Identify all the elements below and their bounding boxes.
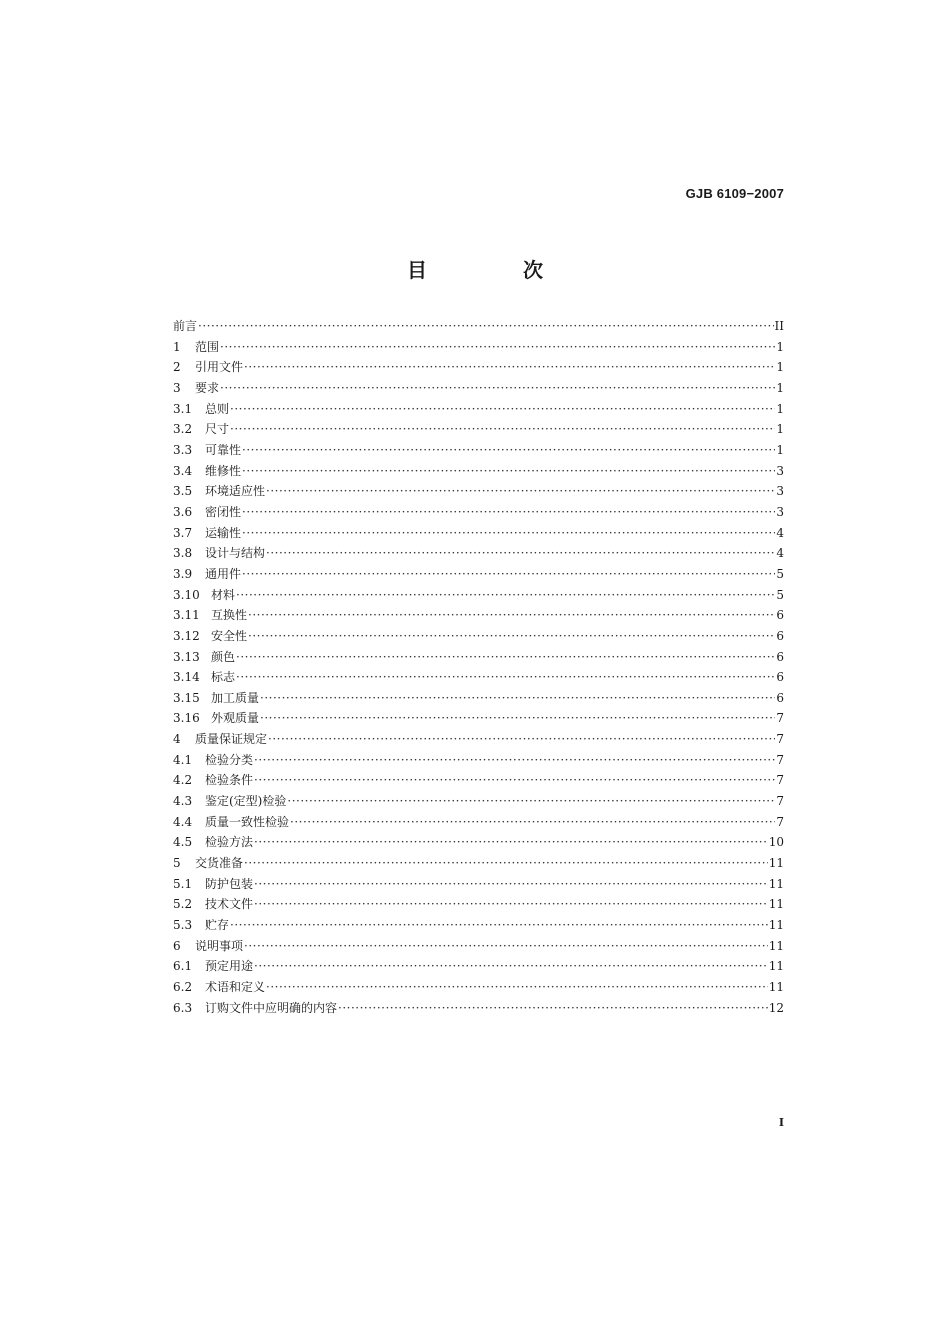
- toc-entry-title: 通用件: [205, 566, 242, 581]
- toc-dot-leader: [242, 523, 775, 544]
- toc-entry-number: 3: [173, 380, 181, 395]
- toc-dot-leader: [244, 357, 775, 378]
- toc-entry-title: 环境适应性: [205, 484, 266, 499]
- toc-entry-number: 3.13: [173, 649, 200, 664]
- toc-dot-leader: [230, 419, 775, 440]
- toc-entry-number: 6.1: [173, 959, 193, 974]
- toc-entry[interactable]: [173, 977, 784, 998]
- toc-entry-page: 6: [776, 670, 784, 685]
- toc-entry-title: 总则: [205, 401, 230, 416]
- toc-entry-title: 密闭性: [205, 504, 242, 519]
- toc-entry-page: 6: [776, 628, 784, 643]
- toc-entry-title: 前言: [173, 319, 198, 333]
- toc-entry-number: 3.15: [173, 690, 200, 705]
- toc-entry[interactable]: [173, 770, 784, 791]
- toc-entry-page: 11: [768, 897, 784, 912]
- toc-dot-leader: [260, 688, 775, 709]
- toc-entry[interactable]: [173, 337, 784, 358]
- toc-entry[interactable]: [173, 936, 784, 957]
- toc-entry-number: 3.5: [173, 484, 193, 499]
- toc-entry-page: 7: [776, 794, 784, 809]
- toc-entry-page: 11: [768, 980, 784, 994]
- toc-entry-page: 3: [776, 504, 784, 519]
- toc-entry-page: 11: [768, 876, 784, 891]
- toc-entry-page: 11: [768, 856, 784, 871]
- toc-entry-number: 3.9: [173, 566, 193, 581]
- toc-entry-page: 1: [776, 442, 784, 457]
- toc-entry-page: 4: [776, 525, 784, 540]
- toc-entry-number: 3.7: [173, 525, 193, 540]
- toc-entry[interactable]: [173, 791, 784, 812]
- toc-entry[interactable]: [173, 647, 784, 668]
- toc-entry[interactable]: [173, 399, 784, 420]
- toc-entry-title: 技术文件: [205, 897, 254, 912]
- toc-entry-title: 订购文件中应明确的内容: [205, 1000, 338, 1015]
- toc-entry-number: 4.3: [173, 794, 193, 809]
- toc-dot-leader: [266, 481, 775, 502]
- toc-entry-title: 尺寸: [205, 422, 230, 437]
- toc-entry-title: 安全性: [211, 628, 248, 643]
- toc-entry-title: 术语和定义: [205, 980, 266, 994]
- toc-entry-page: 10: [768, 835, 784, 850]
- toc-entry-number: 3.4: [173, 463, 193, 478]
- toc-entry-page: 7: [776, 732, 784, 747]
- toc-entry-number: 3.1: [173, 401, 193, 416]
- toc-entry[interactable]: [173, 357, 784, 378]
- toc-entry-title: 质量一致性检验: [205, 814, 290, 829]
- table-of-contents: [173, 316, 784, 1018]
- toc-dot-leader: [266, 977, 768, 998]
- toc-entry[interactable]: [173, 998, 784, 1019]
- toc-entry-page: 7: [776, 814, 784, 829]
- toc-entry[interactable]: [173, 481, 784, 502]
- toc-entry-title: 颜色: [211, 649, 236, 664]
- toc-dot-leader: [242, 461, 775, 482]
- toc-entry-number: 6: [173, 938, 181, 953]
- toc-dot-leader: [266, 543, 775, 564]
- toc-entry-number: 4.5: [173, 835, 193, 850]
- toc-entry[interactable]: [173, 832, 784, 853]
- toc-entry-page: 1: [776, 422, 784, 437]
- toc-dot-leader: [236, 585, 775, 606]
- toc-entry-number: 4.4: [173, 814, 193, 829]
- toc-dot-leader: [242, 564, 775, 585]
- toc-dot-leader: [268, 729, 775, 750]
- toc-entry-number: 3.10: [173, 587, 200, 602]
- toc-dot-leader: [254, 750, 775, 771]
- toc-entry-page: 6: [776, 608, 784, 623]
- toc-entry-page: 11: [768, 938, 784, 953]
- toc-entry-page: 1: [776, 339, 784, 354]
- page-number: I: [778, 1116, 784, 1129]
- toc-entry-title: 贮存: [205, 918, 230, 933]
- toc-dot-leader: [248, 605, 775, 626]
- toc-entry[interactable]: [173, 605, 784, 626]
- toc-entry-number: 4.2: [173, 773, 193, 788]
- toc-entry[interactable]: [173, 543, 784, 564]
- toc-entry[interactable]: [173, 729, 784, 750]
- toc-entry-page: 5: [776, 566, 784, 581]
- toc-entry[interactable]: [173, 316, 784, 337]
- toc-entry-page: 12: [768, 1000, 784, 1015]
- toc-entry-page: 4: [776, 546, 784, 561]
- toc-dot-leader: [236, 647, 775, 668]
- toc-entry-page: 3: [776, 484, 784, 499]
- toc-entry-page: 1: [776, 380, 784, 395]
- toc-entry-page: 11: [768, 959, 784, 974]
- toc-dot-leader: [244, 853, 768, 874]
- toc-entry-number: 3.12: [173, 628, 200, 643]
- toc-entry-number: 3.16: [173, 711, 200, 726]
- toc-dot-leader: [230, 915, 768, 936]
- toc-entry[interactable]: [173, 956, 784, 977]
- toc-dot-leader: [254, 832, 768, 853]
- toc-entry[interactable]: [173, 812, 784, 833]
- toc-dot-leader: [254, 874, 768, 895]
- toc-entry-number: 3.11: [173, 608, 200, 623]
- toc-entry-title: 加工质量: [211, 690, 260, 705]
- toc-entry-page: 7: [776, 773, 784, 788]
- toc-entry-title: 鉴定(定型)检验: [205, 794, 287, 809]
- toc-dot-leader: [242, 502, 775, 523]
- toc-entry-title: 交货准备: [195, 856, 244, 871]
- toc-entry-page: 11: [768, 918, 784, 933]
- toc-entry[interactable]: [173, 894, 784, 915]
- toc-entry-title: 要求: [195, 380, 220, 395]
- toc-dot-leader: [244, 936, 768, 957]
- toc-entry[interactable]: [173, 585, 784, 606]
- toc-dot-leader: [230, 399, 775, 420]
- toc-entry-page: II: [774, 319, 784, 333]
- toc-dot-leader: [254, 894, 768, 915]
- toc-entry[interactable]: [173, 688, 784, 709]
- toc-entry-number: 4: [173, 732, 181, 747]
- toc-entry-title: 材料: [211, 587, 236, 602]
- toc-entry-number: 3.6: [173, 504, 193, 519]
- toc-entry[interactable]: [173, 626, 784, 647]
- toc-entry-page: 1: [776, 360, 784, 375]
- toc-entry-page: 1: [776, 401, 784, 416]
- toc-entry-number: 6.3: [173, 1000, 193, 1015]
- toc-entry-title: 设计与结构: [205, 546, 266, 561]
- toc-entry[interactable]: [173, 667, 784, 688]
- toc-entry-title: 检验分类: [205, 752, 254, 767]
- toc-entry-title: 说明事项: [195, 938, 244, 953]
- toc-entry[interactable]: [173, 378, 784, 399]
- toc-entry-page: 6: [776, 690, 784, 705]
- toc-entry-page: 3: [776, 463, 784, 478]
- toc-entry[interactable]: [173, 419, 784, 440]
- toc-dot-leader: [254, 956, 768, 977]
- toc-entry-number: 5: [173, 856, 181, 871]
- toc-entry[interactable]: [173, 440, 784, 461]
- toc-entry[interactable]: [173, 874, 784, 895]
- toc-entry-number: 3.8: [173, 546, 193, 561]
- toc-dot-leader: [338, 998, 768, 1019]
- toc-entry-number: 5.1: [173, 876, 193, 891]
- toc-entry[interactable]: [173, 853, 784, 874]
- toc-entry-title: 可靠性: [205, 442, 242, 457]
- toc-entry-title: 检验条件: [205, 773, 254, 788]
- toc-entry-title: 预定用途: [205, 959, 254, 974]
- toc-entry-number: 1: [173, 339, 181, 354]
- toc-entry-title: 维修性: [205, 463, 242, 478]
- toc-dot-leader: [260, 708, 775, 729]
- toc-dot-leader: [198, 316, 774, 337]
- toc-entry-number: 2: [173, 360, 181, 375]
- standard-number: GJB 6109−2007: [685, 186, 784, 201]
- toc-dot-leader: [290, 812, 775, 833]
- toc-entry-number: 5.3: [173, 918, 193, 933]
- toc-entry-title: 运输性: [205, 525, 242, 540]
- toc-dot-leader: [236, 667, 775, 688]
- toc-entry-title: 标志: [211, 670, 236, 685]
- toc-entry[interactable]: [173, 502, 784, 523]
- toc-entry-number: 3.3: [173, 442, 193, 457]
- toc-entry-page: 7: [776, 711, 784, 726]
- toc-entry-page: 7: [776, 752, 784, 767]
- toc-entry-number: 6.2: [173, 980, 193, 994]
- toc-entry-number: 3.2: [173, 422, 193, 437]
- toc-dot-leader: [220, 337, 775, 358]
- toc-entry-title: 质量保证规定: [195, 732, 268, 747]
- toc-entry-title: 互换性: [211, 608, 248, 623]
- toc-entry[interactable]: [173, 461, 784, 482]
- page-title: 目 次: [407, 258, 581, 282]
- toc-entry-number: 4.1: [173, 752, 193, 767]
- toc-dot-leader: [242, 440, 775, 461]
- toc-entry[interactable]: [173, 708, 784, 729]
- toc-entry[interactable]: [173, 523, 784, 544]
- toc-entry-number: 3.14: [173, 670, 200, 685]
- toc-entry[interactable]: [173, 564, 784, 585]
- toc-dot-leader: [220, 378, 775, 399]
- toc-entry[interactable]: [173, 915, 784, 936]
- toc-entry-title: 引用文件: [195, 360, 244, 375]
- toc-entry-page: 6: [776, 649, 784, 664]
- toc-dot-leader: [254, 770, 775, 791]
- toc-entry-title: 防护包装: [205, 876, 254, 891]
- toc-entry-title: 外观质量: [211, 711, 260, 726]
- toc-dot-leader: [248, 626, 775, 647]
- toc-entry-title: 范围: [195, 339, 220, 354]
- toc-dot-leader: [287, 791, 775, 812]
- toc-entry-page: 5: [776, 587, 784, 602]
- toc-entry-title: 检验方法: [205, 835, 254, 850]
- toc-entry[interactable]: [173, 750, 784, 771]
- toc-entry-number: 5.2: [173, 897, 193, 912]
